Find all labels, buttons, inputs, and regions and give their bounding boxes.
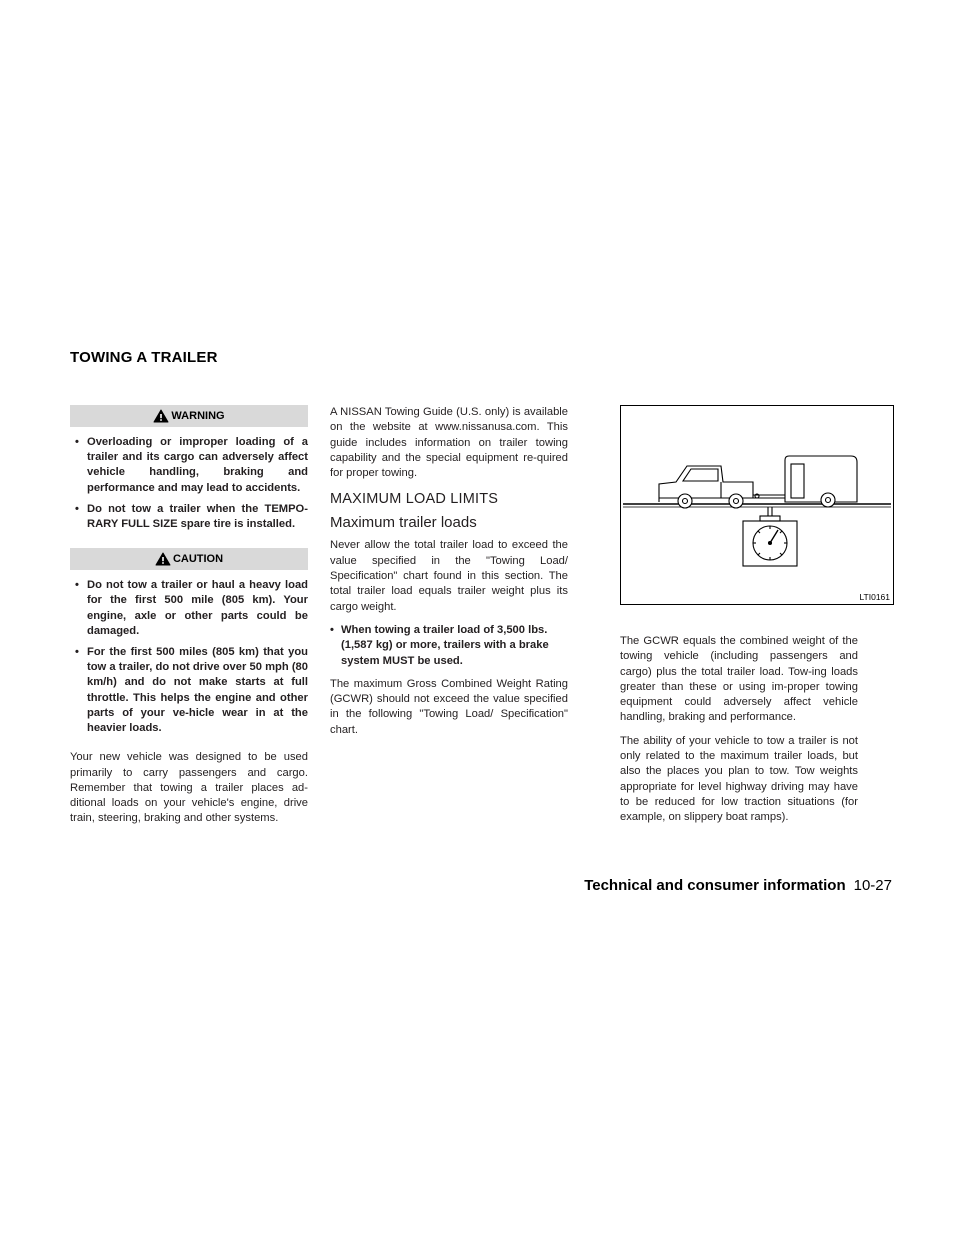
column-2	[330, 405, 568, 746]
towing-scale-illustration	[620, 405, 894, 605]
column-1	[70, 405, 308, 835]
intro-paragraph: Your new vehicle was designed to be used primarily to carry passengers and cargo. Remember that towing a trailer places ad-ditional loads on your vehicle's engine, drive train, steering, braking and other systems.	[70, 751, 308, 825]
gcwr-definition-paragraph: The GCWR equals the combined weight of the towing vehicle (including passengers and cargo) plus the total trailer load. Tow-ing loads greater than these or using im-proper towing equipment could adversely affect vehicle handling, braking and performance.	[620, 635, 858, 724]
brake-system-bullet: • When towing a trailer load of 3,500 lbs. (1,587 kg) or more, trailers with a brake system MUST be used.	[330, 623, 549, 667]
heading-max-load-limits: MAXIMUM LOAD LIMITS	[330, 491, 499, 508]
caution-heading: CAUTION	[172, 553, 224, 566]
caution-triangle-icon	[155, 552, 171, 566]
warning-item: • Overloading or improper loading of a trailer and its cargo can adversely affect vehicle handling, braking and performance and may lead to accidents.	[75, 436, 308, 494]
caution-box	[70, 548, 308, 736]
trailer-load-paragraph: Never allow the total trailer load to exceed the value specified in the "Towing Load/ Specification" chart found in this section. The total trailer load equals trailer weight plus its cargo weight.	[330, 539, 568, 613]
truck-trailer-scale-drawing	[621, 406, 893, 604]
footer-section-name: Technical and consumer information	[584, 877, 846, 894]
warning-triangle-icon	[153, 409, 169, 423]
warning-header	[70, 405, 308, 427]
subheading-max-trailer-loads: Maximum trailer loads	[330, 514, 477, 532]
tow-ability-paragraph: The ability of your vehicle to tow a trailer is not only related to the maximum trailer loads, but also the places you plan to tow. Tow weights appropriate for level highway driving may have to be reduced for low traction situations (for example, on slippery boat ramps).	[620, 734, 858, 824]
column-3	[620, 405, 890, 834]
caution-item: • Do not tow a trailer or haul a heavy load for the first 500 mile (805 km). Your engine, axle or other parts could be damaged.	[75, 579, 308, 637]
warning-box	[70, 405, 308, 532]
section-title: TOWING A TRAILER	[70, 349, 218, 366]
caution-header	[70, 548, 308, 570]
page-footer	[584, 877, 892, 894]
gcwr-paragraph: The maximum Gross Combined Weight Rating (GCWR) should not exceed the value specified in the following "Towing Load/ Specification" chart.	[330, 677, 568, 736]
warning-item: • Do not tow a trailer when the TEMPO-RARY FULL SIZE spare tire is installed.	[75, 502, 308, 531]
caution-item: • For the first 500 miles (805 km) that you tow a trailer, do not drive over 50 mph (80 km/h) and do not make starts at full throttle. This helps the engine and other parts of your ve-hicle wear in at the heavier loads.	[75, 646, 308, 735]
warning-heading: WARNING	[171, 410, 225, 422]
page-number: 10-27	[853, 877, 892, 894]
figure-label: LTI0161	[859, 592, 890, 602]
towing-guide-paragraph: A NISSAN Towing Guide (U.S. only) is available on the website at www.nissanusa.com. This guide includes information on trailer towing capability and the special equipment re-quired for proper towing.	[330, 406, 568, 480]
